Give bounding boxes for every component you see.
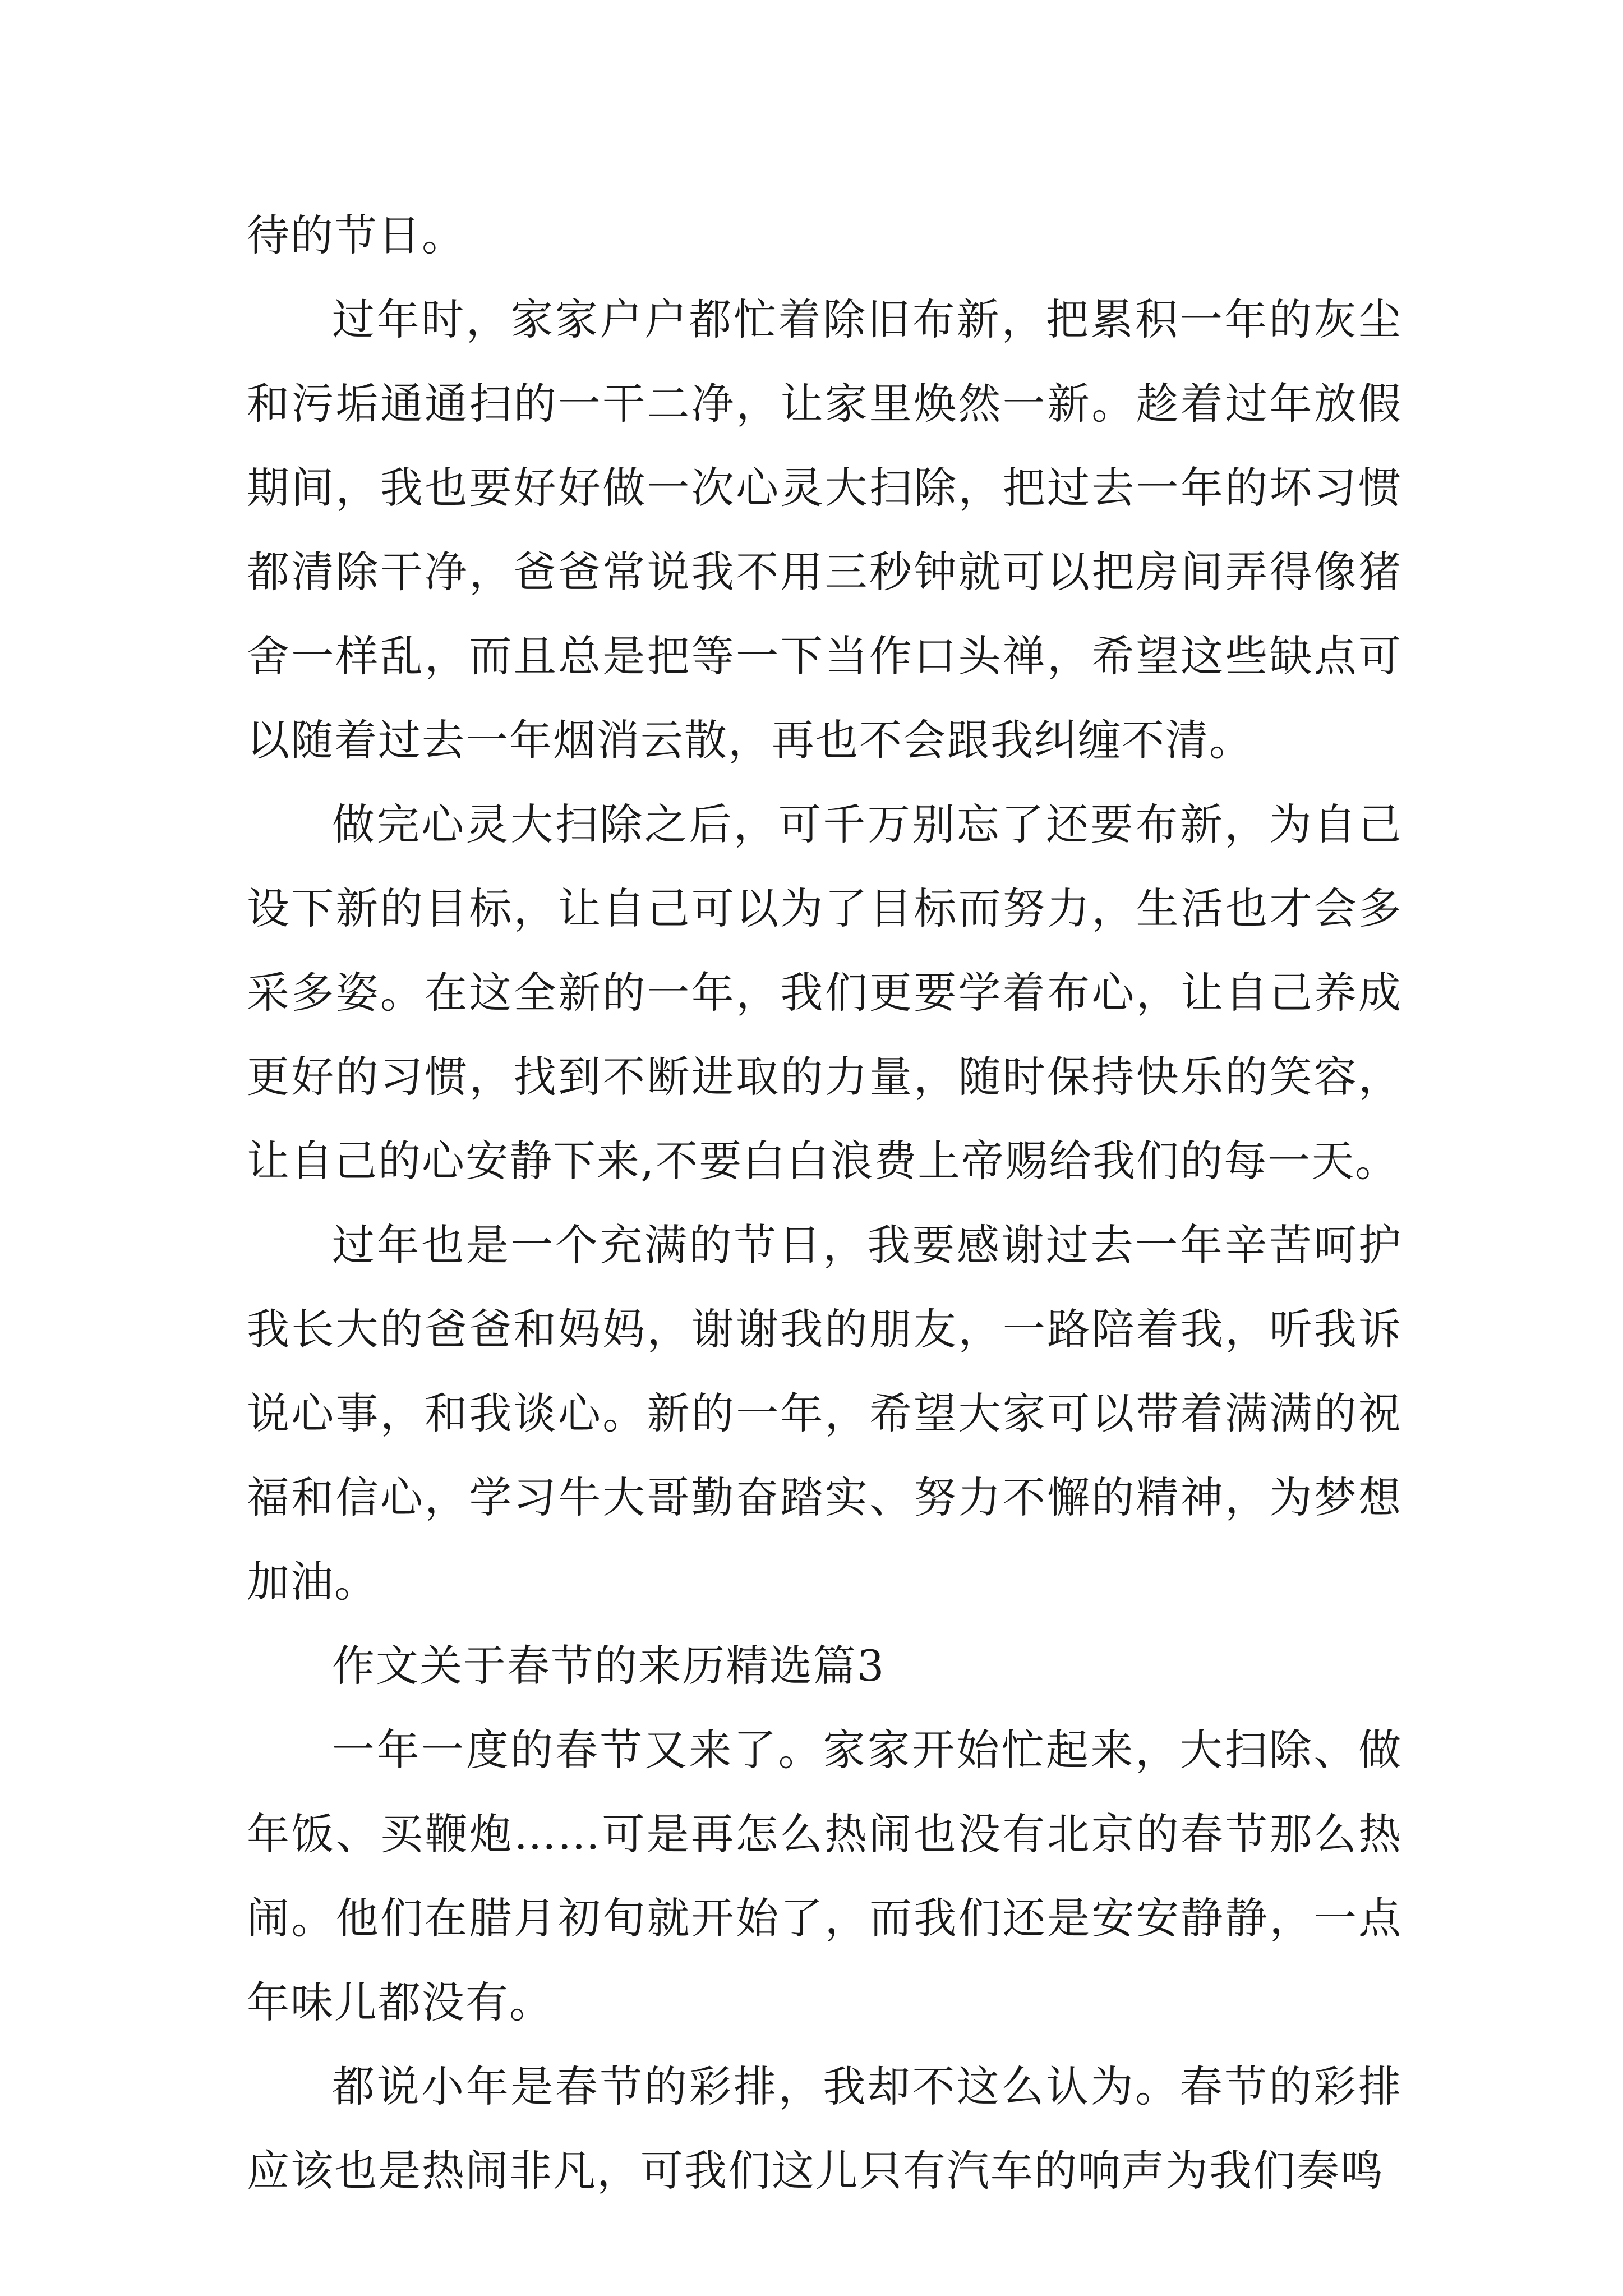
paragraph-4: 过年也是一个充满的节日，我要感谢过去一年辛苦呵护我长大的爸爸和妈妈，谢谢我的朋友，一路陪着我，听我诉说心事，和我谈心。新的一年，希望大家可以带着满满的祝福和信心，学习牛大哥勤奋踏实、努力不懈的精神，为梦想加油。 <box>247 1220 1402 1607</box>
document-body <box>247 194 1402 2213</box>
paragraph-6: 都说小年是春节的彩排，我却不这么认为。春节的彩排应该也是热闹非凡，可我们这儿只有汽车的响声为我们奏鸣 <box>247 2062 1402 2196</box>
section-heading: 作文关于春节的来历精选篇3 <box>332 1641 886 1691</box>
paragraph-3: 做完心灵大扫除之后，可千万别忘了还要布新，为自己设下新的目标，让自己可以为了目标而努力，生活也才会多采多姿。在这全新的一年，我们更要学着布心，让自己养成更好的习惯，找到不断进取的力量，随时保持快乐的笑容，让自己的心安静下来,不要白白浪费上帝赐给我们的每一天。 <box>247 799 1402 1186</box>
paragraph-5: 一年一度的春节又来了。家家开始忙起来，大扫除、做年饭、买鞭炮……可是再怎么热闹也没有北京的春节那么热闹。他们在腊月初旬就开始了，而我们还是安安静静，一点年味儿都没有。 <box>247 1725 1402 2027</box>
paragraph-1: 待的节日。 <box>247 210 465 260</box>
paragraph-2: 过年时，家家户户都忙着除旧布新，把累积一年的灰尘和污垢通通扫的一干二净，让家里焕然一新。趁着过年放假期间，我也要好好做一次心灵大扫除，把过去一年的坏习惯都清除干净，爸爸常说我不用三秒钟就可以把房间弄得像猪舍一样乱，而且总是把等一下当作口头禅，希望这些缺点可以随着过去一年烟消云散，再也不会跟我纠缠不清。 <box>247 295 1402 765</box>
